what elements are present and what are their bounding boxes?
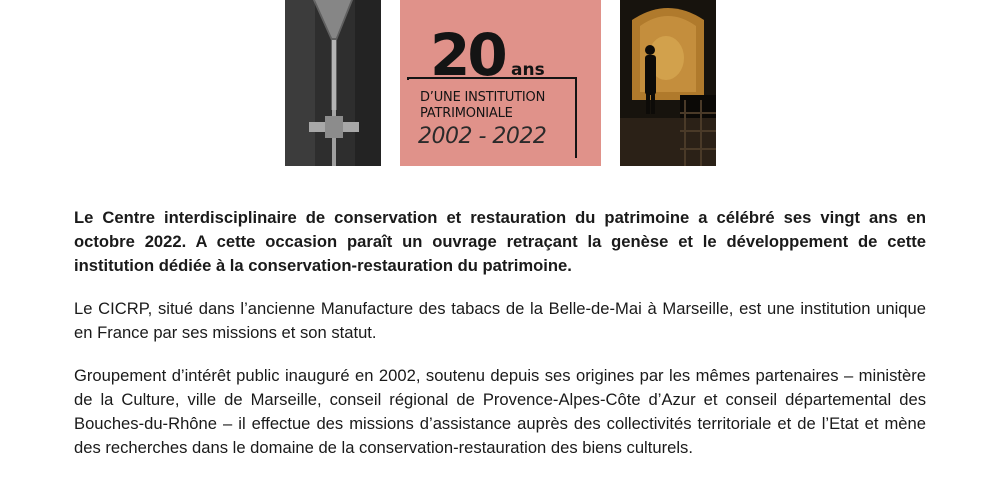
logo-number: 20 xyxy=(430,21,505,89)
laboratory-glassware-photo xyxy=(285,0,381,166)
logo-line-2: PATRIMONIALE xyxy=(420,106,513,121)
banner xyxy=(0,0,1000,168)
logo-years: 2002 - 2022 xyxy=(418,124,547,149)
logo-subtitle xyxy=(420,90,545,122)
article-body xyxy=(74,206,926,479)
logo-line-1: D’UNE INSTITUTION xyxy=(420,90,546,105)
lead-paragraph: Le Centre interdisciplinaire de conservation et restauration du patrimoine a célébré ses vingt ans en octobre 2022. A cette occasion paraît un ouvrage retraçant la genèse et le développement de cette institution dédiée à la conservation-restauration du patrimoine. xyxy=(74,208,926,275)
paragraph-cicrp-location: Le CICRP, situé dans l’ancienne Manufacture des tabacs de la Belle-de-Mai à Marseille, est une institution unique en France par ses missions et son statut. xyxy=(74,299,926,342)
logo-suffix: ans xyxy=(511,60,545,80)
anniversary-logo xyxy=(400,0,601,166)
paragraph-gip-partners: Groupement d’intérêt public inauguré en 2002, soutenu depuis ses origines par les mêmes partenaires – ministère de la Culture, ville de Marseille, conseil régional de Provence-Alpes-Côte d’Azur et conseil départemental des Bouches-du-Rhône – il effectue des missions d’assistance auprès des collectivités territoriale et de l’Etat et mène des recherches dans le domaine de la conservation-restauration des biens culturels. xyxy=(74,366,926,457)
restoration-workshop-photo xyxy=(620,0,716,166)
